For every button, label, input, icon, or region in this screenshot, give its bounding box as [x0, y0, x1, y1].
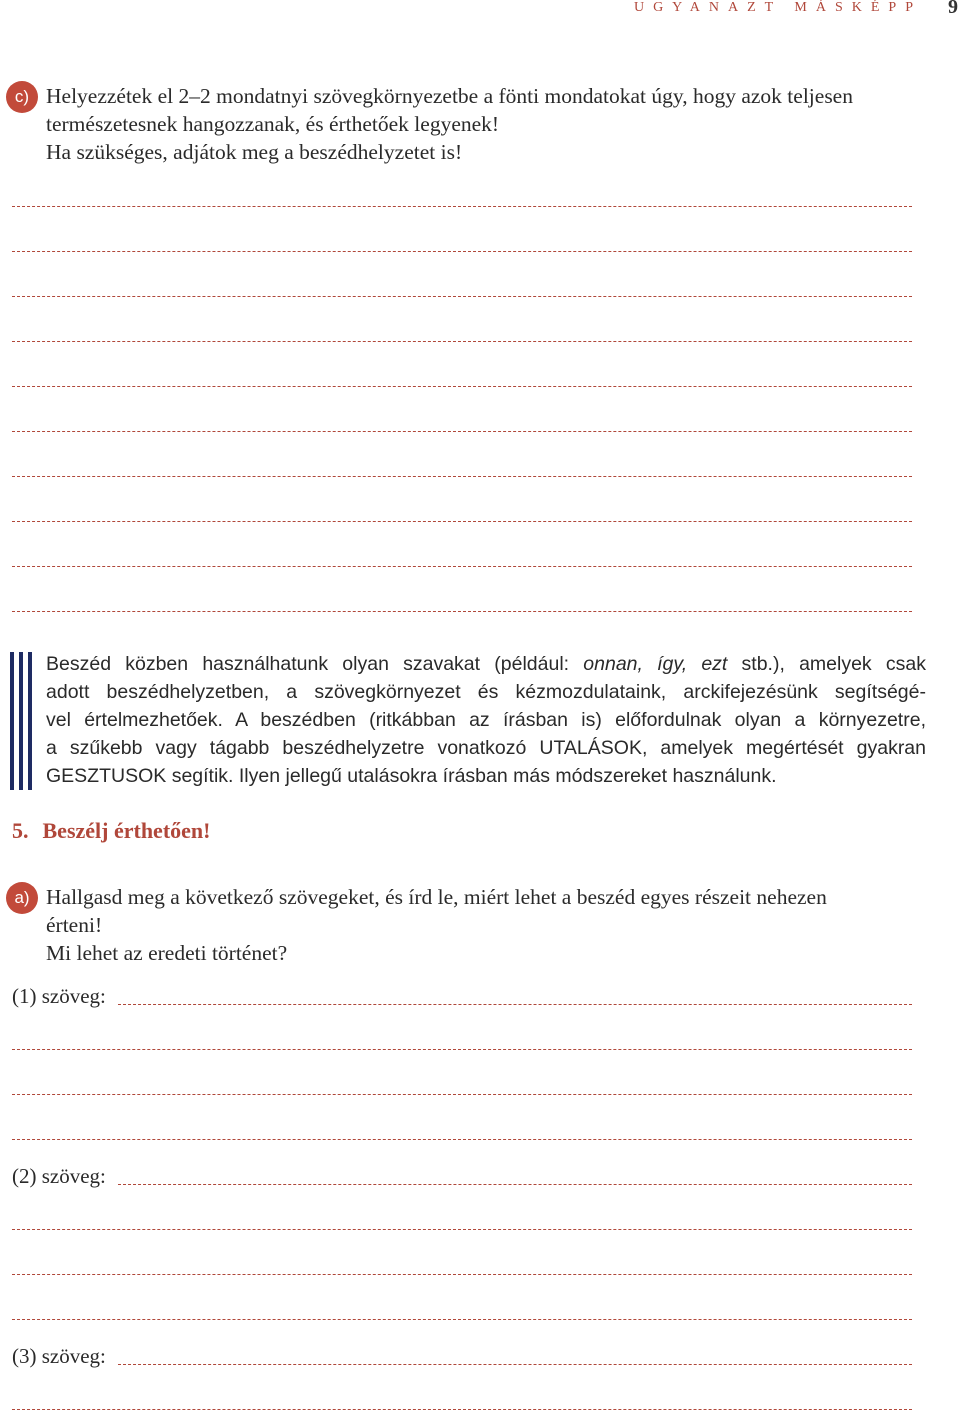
- task-a-instruction: [46, 883, 926, 967]
- answer-line[interactable]: [12, 431, 912, 432]
- running-head: UGYANAZT MÁSKÉPP: [633, 0, 922, 15]
- answer-line[interactable]: [118, 1004, 912, 1005]
- task-c-instruction: [46, 82, 926, 166]
- task-c-line: Helyezzétek el 2–2 mondatnyi szövegkörnyezetbe a fönti mondatokat úgy, hogy azok teljesen: [46, 84, 853, 108]
- answer-line[interactable]: [12, 341, 912, 342]
- section-title: [12, 818, 210, 844]
- answer-line[interactable]: [12, 1229, 912, 1230]
- info-examples: onnan, így, ezt: [583, 653, 728, 675]
- answer-line[interactable]: [12, 1274, 912, 1275]
- task-a-line: Hallgasd meg a következő szövegeket, és írd le, miért lehet a beszéd egyes részeit nehezen: [46, 885, 827, 909]
- task-badge-c: c): [6, 81, 38, 113]
- answer-line[interactable]: [12, 296, 912, 297]
- info-line: GESZTUSOK segítik. Ilyen jellegű utalásokra írásban más módszereket használunk.: [46, 765, 777, 787]
- answer-line[interactable]: [118, 1364, 912, 1365]
- info-line: a szűkebb vagy tágabb beszédhelyzetre vonatkozó UTALÁSOK, amelyek megértését gyakran: [46, 737, 926, 759]
- info-line: adott beszédhelyzetben, a szövegkörnyezet és kézmozdulataink, arckifejezésünk segítségé-: [46, 681, 926, 703]
- info-box: [46, 650, 926, 790]
- answer-line[interactable]: [12, 566, 912, 567]
- section-number: 5.: [12, 818, 29, 843]
- info-line: Beszéd közben használhatunk olyan szavakat (például: onnan, így, ezt stb.), amelyek csak: [46, 653, 926, 675]
- answer-line[interactable]: [12, 1049, 912, 1050]
- page-header: [0, 0, 960, 24]
- task-c-line: Ha szükséges, adjátok meg a beszédhelyzetet is!: [46, 140, 463, 164]
- answer-line[interactable]: [12, 521, 912, 522]
- task-badge-a: a): [6, 882, 38, 914]
- answer-line[interactable]: [12, 206, 912, 207]
- text1-label: (1) szöveg:: [12, 984, 106, 1008]
- info-box-bars: [10, 652, 34, 790]
- section-heading: Beszélj érthetően!: [42, 818, 211, 843]
- term-utalasok: UTALÁSOK: [539, 737, 642, 759]
- answer-line[interactable]: [12, 251, 912, 252]
- answer-line[interactable]: [118, 1184, 912, 1185]
- text3-label: (3) szöveg:: [12, 1344, 106, 1368]
- task-a-line: Mi lehet az eredeti történet?: [46, 941, 288, 965]
- answer-line[interactable]: [12, 1319, 912, 1320]
- page-number: 9: [948, 0, 958, 18]
- answer-line[interactable]: [12, 386, 912, 387]
- task-a-line: érteni!: [46, 913, 103, 937]
- task-c-line: természetesnek hangozzanak, és érthetőek legyenek!: [46, 112, 500, 136]
- info-line: vel értelmezhetőek. A beszédben (ritkábban az írásban is) előfordulnak olyan a környezetre,: [46, 709, 926, 731]
- answer-line[interactable]: [12, 1409, 912, 1410]
- answer-line[interactable]: [12, 611, 912, 612]
- term-gesztusok: GESZTUSOK: [46, 765, 167, 787]
- answer-line[interactable]: [12, 1094, 912, 1095]
- text2-label: (2) szöveg:: [12, 1164, 106, 1188]
- answer-line[interactable]: [12, 1139, 912, 1140]
- answer-line[interactable]: [12, 476, 912, 477]
